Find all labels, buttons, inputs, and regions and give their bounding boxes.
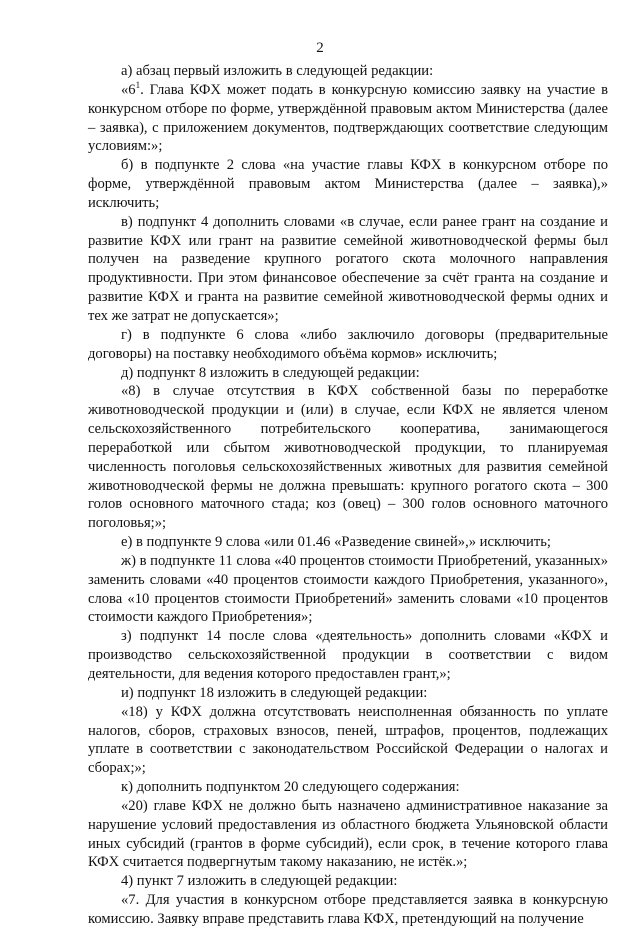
quote-open-6: «6 [121,81,136,98]
paragraph-quote-6-1 [88,81,608,156]
page-number: 2 [316,40,324,56]
paragraph-quote-20: «20) главе КФХ не должно быть назначено административное наказание за нарушение условий предоставления из областного бюджета Ульяновской области иных субсидий (грантов в форме субсидий), если срок, в течение которого глава КФХ считается подвергнутым такому наказанию, не истёк.»; [88,797,608,871]
paragraph-i: и) подпункт 18 изложить в следующей редакции: [121,684,428,701]
superscript-1: 1 [135,79,141,90]
paragraph-b: б) в подпункте 2 слова «на участие главы КФХ в конкурсном отборе по форме, утверждённой правовым актом Министерства (далее – заявка),» исключить; [88,157,608,211]
paragraph-quote-8: «8) в случае отсутствия в КФХ собственной базы по переработке животноводческой продукции и (или) в случае, если КФХ не является членом сельскохозяйственного потребительского кооператива, занимающегося переработкой или сбытом животноводческой продукции, то планируемая численность поголовья сельскохозяйственных животных для развития семейной животноводческой фермы не должна превышать: крупного рогатого скота – 300 голов основного маточного стада; коз (овец) – 300 голов основного маточного поголовья;»; [88,383,608,532]
paragraph-quote-18: «18) у КФХ должна отсутствовать неисполненная обязанность по уплате налогов, сборов, страховых взносов, пеней, штрафов, процентов, подлежащих уплате в соответствии с законодательством Российской Федерации о налогах и сборах;»; [88,703,608,777]
document-body [88,62,608,929]
paragraph-g: г) в подпункте 6 слова «либо заключило договоры (предварительные договоры) на поставку необходимого объёма кормов» исключить; [88,326,608,362]
paragraph-d: д) подпункт 8 изложить в следующей редакции: [121,364,420,381]
paragraph-k: к) дополнить подпунктом 20 следующего содержания: [121,779,460,796]
quote-6-1-text: . Глава КФХ может подать в конкурсную комиссию заявку на участие в конкурсном отборе по форме, утверждённой правовым актом Министерства (далее – заявка), с приложением документов, подтверждающих соответствие следующим условиям:»; [88,81,608,155]
paragraph-v: в) подпункт 4 дополнить словами «в случае, если ранее грант на создание и развитие КФХ или грант на развитие семейной животноводческой фермы был получен на разведение крупного рогатого скота молочного направления продуктивности. При этом финансовое обеспечение за счёт гранта на создание и развитие КФХ и гранта на развитие семейной животноводческой фермы одних и тех же затрат не допускается»; [88,213,608,324]
paragraph-4: 4) пункт 7 изложить в следующей редакции: [121,873,398,890]
paragraph-zh: ж) в подпункте 11 слова «40 процентов стоимости Приобретений, указанных» заменить словами «40 процентов стоимости каждого Приобретения, указанного», слова «10 процентов стоимости Приобретений» заменить словами «10 процентов стоимости каждого Приобретения»; [88,552,608,626]
paragraph-e: е) в подпункте 9 слова «или 01.46 «Разведение свиней»,» исключить; [121,534,551,551]
paragraph-z: з) подпункт 14 после слова «деятельность» дополнить словами «КФХ и производство сельскохозяйственной продукции в соответствии с видом деятельности, для ведения которого предоставлен грант,»; [88,628,608,682]
paragraph-a: а) абзац первый изложить в следующей редакции: [121,63,434,79]
paragraph-quote-7: «7. Для участия в конкурсном отборе представляется заявка в конкурсную комиссию. Заявку вправе представить глава КФХ, претендующий на получение [88,892,608,927]
